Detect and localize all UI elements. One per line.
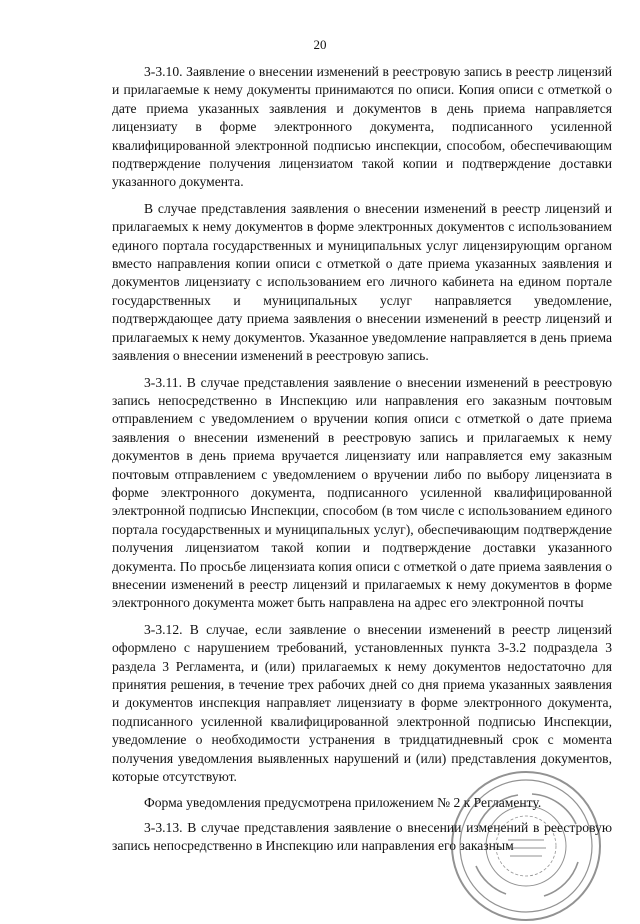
document-body: [112, 63, 612, 864]
paragraph-3-3-12: 3-3.12. В случае, если заявление о внесении изменений в реестр лицензий оформлено с нарушением требований, установленных пункта 3-3.2 подраздела 3 раздела 3 Регламента, и (или) прилагаемых к нему документов недостаточно для принятия решения, в течение трех рабочих дней со дня приема указанных заявления и документов инспекция направляет лицензиату в форме электронного документа, подписанного усиленной квалифицированной электронной подписью Инспекции, уведомление о необходимости устранения в тридцатидневный срок с момента получения уведомления выявленных нарушений и (или) представления документов, которые отсутствуют.: [112, 621, 612, 785]
paragraph-3-3-11: 3-3.11. В случае представления заявление о внесении изменений в реестровую запись непосредственно в Инспекцию или направления его заказным почтовым отправлением с уведомлением о вручении копия описи с отметкой о дате приема заявления о внесении изменений в реестровую запись и прилагаемых к нему документов в день приема вручается лицензиату или направляется ему заказным почтовым отправлением с уведомлением о вручении либо по выбору лицензиата в форме электронного документа, подписанного усиленной квалифицированной электронной подписью Инспекции, способом (в том числе с использованием единого портала государственных и муниципальных услуг), обеспечивающим подтверждение получения лицензиатом такой копии и подтверждение доставки указанного документа. По просьбе лицензиата копия описи с отметкой о дате приема заявления о внесении изменений в реестр лицензий и прилагаемых к нему документов в форме электронного документа может быть направлена на адрес его электронной почты: [112, 374, 612, 611]
paragraph-3-3-13: 3-3.13. В случае представления заявление о внесении изменений в реестровую запись непосредственно в Инспекцию или направления его заказным: [112, 819, 612, 854]
paragraph-3-3-10-continuation: В случае представления заявления о внесении изменений в реестр лицензий и прилагаемых к нему документов в форме электронных документов с использованием единого портала государственных и муниципальных услуг лицензирующим органом вместо направления копии описи с отметкой о дате приема указанных заявления и документов лицензиату с использованием его личного кабинета на едином портале государственных и муниципальных услуг направляется уведомление, подтверждающее дату приема заявления о внесении изменений в реестр лицензий и прилагаемых к нему документов. Указанное уведомление направляется в день приема заявления о внесении изменений в реестровую запись.: [112, 200, 612, 364]
page-number: 20: [313, 37, 327, 52]
paragraph-notification-form: Форма уведомления предусмотрена приложением № 2 к Регламенту.: [144, 795, 542, 811]
paragraph-3-3-10: 3-3.10. Заявление о внесении изменений в реестровую запись в реестр лицензий и прилагаемые к нему документы принимаются по описи. Копия описи с отметкой о дате приема указанных заявления и документов в день приема направляется лицензиату в форме электронного документа, подписанного усиленной квалифицированной электронной подписью инспекции, способом, обеспечивающим подтверждение получения лицензиатом такой копии и подтверждение доставки указанного документа.: [112, 64, 612, 190]
